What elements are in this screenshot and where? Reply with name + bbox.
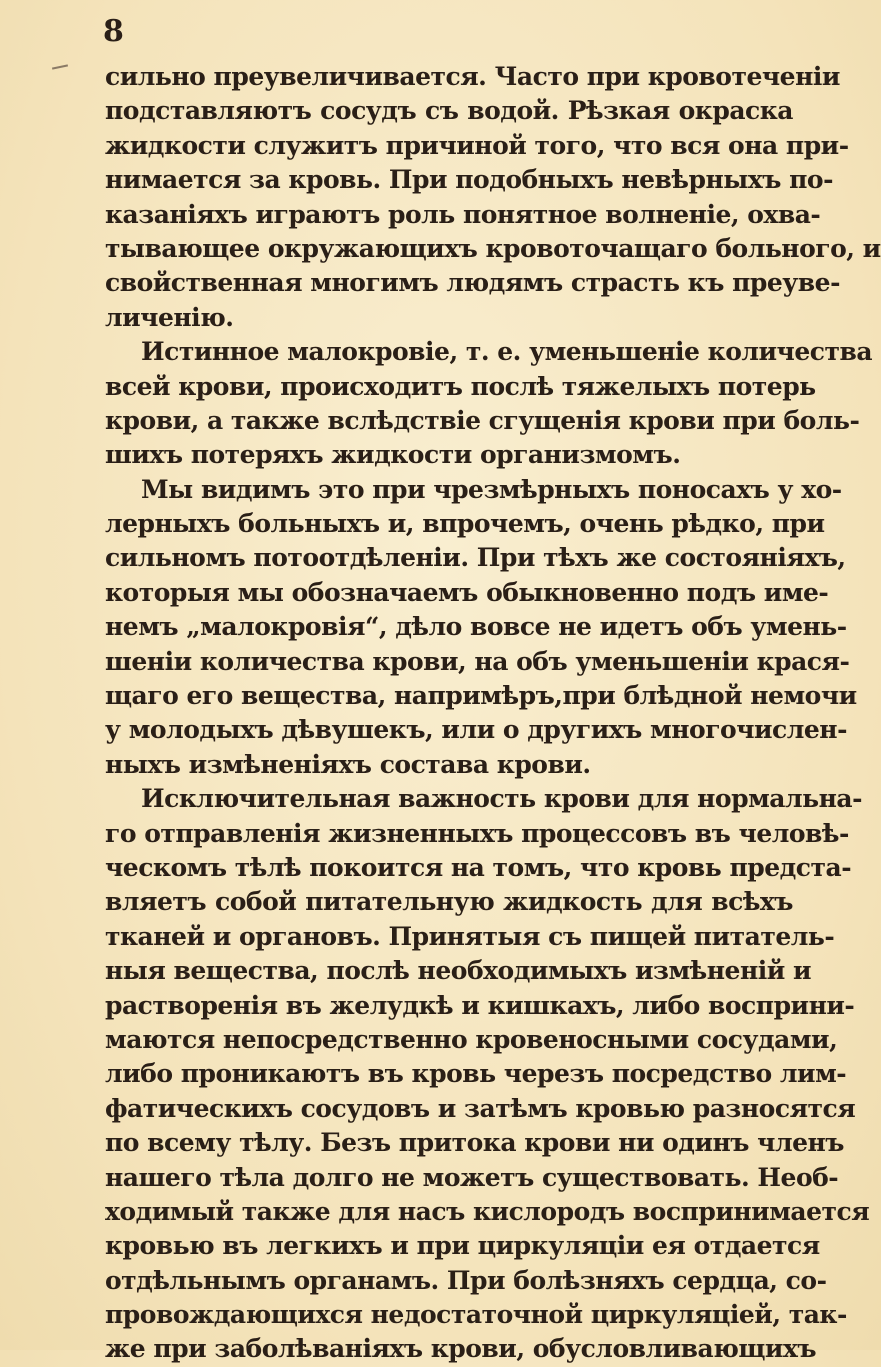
text-line: либо проникаютъ въ кровь черезъ посредство лим- [105, 1059, 847, 1089]
text-line: сильномъ потоотдѣленіи. При тѣхъ же состояніяхъ, [105, 543, 846, 573]
text-line: отдѣльнымъ органамъ. При болѣзняхъ сердца, со- [105, 1265, 827, 1295]
text-line: щаго его вещества, напримѣръ,при блѣдной немочи [105, 681, 857, 711]
text-line: ныя вещества, послѣ необходимыхъ измѣненій и [105, 956, 812, 986]
text-line: Истинное малокровіе, т. е. уменьшеніе количества [141, 337, 873, 367]
text-line: лерныхъ больныхъ и, впрочемъ, очень рѣдко, при [105, 509, 825, 539]
text-line: же при заболѣваніяхъ крови, обусловливающихъ [105, 1334, 817, 1364]
text-line: провождающихся недостаточной циркуляціей, так- [105, 1300, 847, 1330]
text-line: свойственная многимъ людямъ страсть къ преуве- [105, 268, 840, 298]
text-line: по всему тѣлу. Безъ притока крови ни одинъ членъ [105, 1128, 844, 1158]
text-line: которыя мы обозначаемъ обыкновенно подъ име- [105, 577, 829, 607]
paragraph [105, 473, 857, 783]
text-line: го отправленія жизненныхъ процессовъ въ человѣ- [105, 818, 849, 848]
page-number: 8 [103, 14, 124, 49]
paragraph [105, 60, 881, 335]
text-line: растворенія въ желудкѣ и кишкахъ, либо восприни- [105, 990, 855, 1020]
text-line: немъ „малокровія“, дѣло вовсе не идетъ объ умень- [105, 612, 847, 642]
text-line: подставляютъ сосудъ съ водой. Рѣзкая окраска [105, 96, 793, 126]
stray-mark [52, 64, 68, 69]
text-body [105, 60, 881, 1367]
text-line: у молодыхъ дѣвушекъ, или о другихъ многочислен- [105, 715, 847, 745]
paragraph [105, 782, 870, 1367]
text-line: нимается за кровь. При подобныхъ невѣрныхъ по- [105, 165, 833, 195]
text-line: личенію. [105, 302, 234, 332]
text-line: фатическихъ сосудовъ и затѣмъ кровью разносятся [105, 1093, 856, 1123]
paragraph [105, 335, 873, 473]
text-line: тканей и органовъ. Принятыя съ пищей питатель- [105, 921, 835, 951]
text-line: кровью въ легкихъ и при циркуляціи ея отдается [105, 1231, 820, 1261]
text-line: шихъ потеряхъ жидкости организмомъ. [105, 440, 681, 470]
text-line: Мы видимъ это при чрезмѣрныхъ поносахъ у хо- [141, 474, 842, 504]
text-line: казаніяхъ играютъ роль понятное волненіе, охва- [105, 199, 821, 229]
text-line: сильно преувеличивается. Часто при кровотеченіи [105, 62, 840, 91]
text-line: ходимый также для насъ кислородъ воспринимается [105, 1196, 870, 1226]
text-line: маются непосредственно кровеносными сосудами, [105, 1024, 838, 1054]
text-line: крови, а также вслѣдствіе сгущенія крови при боль- [105, 405, 860, 435]
text-line: жидкости служитъ причиной того, что вся она при- [105, 130, 849, 160]
text-line: ныхъ измѣненіяхъ состава крови. [105, 749, 591, 779]
text-line: Исключительная важность крови для нормальна- [141, 784, 862, 814]
text-line: всей крови, происходитъ послѣ тяжелыхъ потерь [105, 371, 816, 401]
text-line: ческомъ тѣлѣ покоится на томъ, что кровь предста- [105, 852, 852, 882]
text-line: шеніи количества крови, на объ уменьшеніи крася- [105, 646, 850, 676]
text-line: тывающее окружающихъ кровоточащаго больного, и [105, 233, 881, 263]
text-line: вляетъ собой питательную жидкость для всѣхъ [105, 887, 793, 917]
text-line: нашего тѣла долго не можетъ существовать. Необ- [105, 1162, 839, 1192]
